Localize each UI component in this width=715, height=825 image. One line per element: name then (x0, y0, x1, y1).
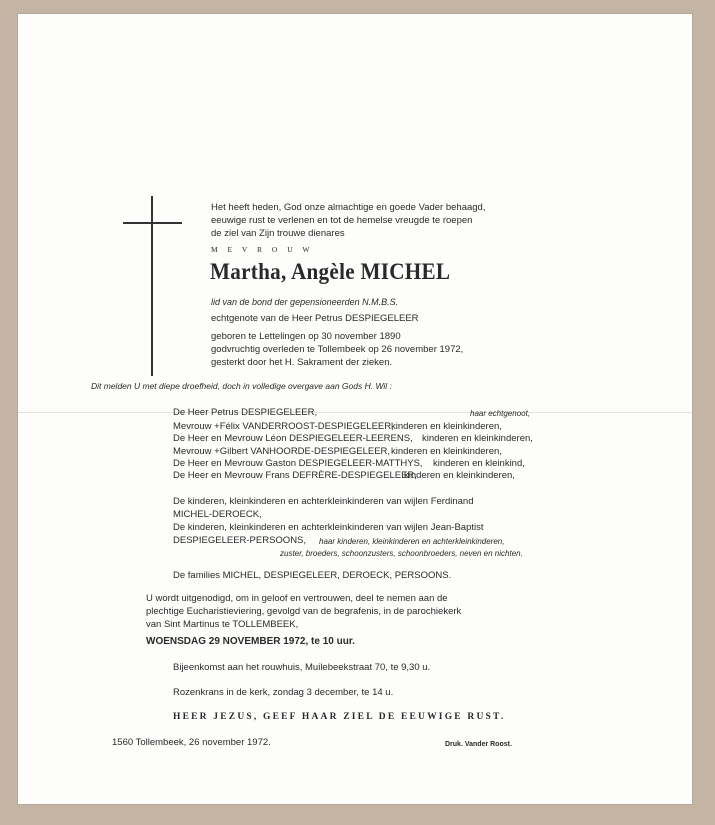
fold-line (18, 412, 692, 413)
service-date: WOENSDAG 29 NOVEMBER 1972, te 10 uur. (146, 636, 355, 647)
family-member-name: De Heer en Mevrouw Gaston DESPIEGELEER-MATTHYS, (173, 457, 423, 469)
husband-role: haar echtgenoot, (470, 409, 531, 418)
extended-line-3: De kinderen, kleinkinderen en achterkleinkinderen van wijlen Jean-Baptist (173, 522, 484, 533)
family-member-relation: kinderen en kleinkinderen, (422, 433, 533, 445)
prayer-line: HEER JEZUS, GEEF HAAR ZIEL DE EEUWIGE RUST. (173, 712, 506, 722)
family-member-relation: kinderen en kleinkinderen, (391, 445, 502, 457)
family-member-relation: kinderen en kleinkind, (433, 457, 525, 469)
family-member-name: De Heer en Mevrouw Léon DESPIEGELEER-LEERENS, (173, 433, 413, 445)
member-line: lid van de bond der gepensioneerden N.M.B.S. (211, 297, 399, 307)
invitation-line-2: plechtige Eucharistieviering, gevolgd van de begrafenis, in de parochiekerk (146, 606, 462, 617)
family-member-name: De Heer en Mevrouw Frans DEFRÈRE-DESPIEGELEER, (173, 470, 417, 482)
born-line: geboren te Lettelingen op 30 november 1890 (211, 331, 401, 342)
intro-line-3: de ziel van Zijn trouwe dienares (211, 228, 345, 239)
printer-credit: Druk. Vander Roost. (445, 741, 512, 748)
extended-line-4-name: DESPIEGELEER-PERSOONS, (173, 535, 307, 546)
family-member-name: Mevrouw +Félix VANDERROOST-DESPIEGELEER, (173, 421, 394, 432)
invitation-line-3: van Sint Martinus te TOLLEMBEEK, (146, 619, 299, 630)
extended-line-4-rest: haar kinderen, kleinkinderen en achterkleinkinderen, (319, 537, 505, 546)
family-member-relation: kinderen en kleinkinderen, (391, 421, 502, 432)
family-member-name: Mevrouw +Gilbert VANHOORDE-DESPIEGELEER, (173, 445, 391, 457)
place-date: 1560 Tollembeek, 26 november 1972. (112, 737, 271, 748)
spouse-line: echtgenote van de Heer Petrus DESPIEGELEER (211, 313, 419, 324)
deceased-name: Martha, Angèle MICHEL (210, 259, 451, 284)
extended-line-5: zuster, broeders, schoonzusters, schoonbroeders, neven en nichten. (280, 549, 523, 558)
cross-icon-bar (123, 222, 182, 224)
extended-line-2: MICHEL-DEROECK, (173, 509, 262, 520)
families-line: De families MICHEL, DESPIEGELEER, DEROECK, PERSOONS. (173, 570, 452, 581)
extended-line-1: De kinderen, kleinkinderen en achterkleinkinderen van wijlen Ferdinand (173, 496, 474, 507)
sacrament-line: gesterkt door het H. Sakrament der zieken. (211, 357, 393, 368)
gathering-line: Bijeenkomst aan het rouwhuis, Muilebeekstraat 70, te 9,30 u. (173, 662, 431, 673)
title-word: M E V R O U W (211, 245, 314, 254)
mourning-card (18, 14, 692, 804)
intro-line-1: Het heeft heden, God onze almachtige en goede Vader behaagd, (211, 202, 486, 213)
announcement: Dit melden U met diepe droefheid, doch in volledige overgave aan Gods H. Wil : (91, 381, 392, 391)
rosary-line: Rozenkrans in de kerk, zondag 3 december, te 14 u. (173, 687, 394, 698)
husband-name: De Heer Petrus DESPIEGELEER, (173, 407, 318, 418)
died-line: godvruchtig overleden te Tollembeek op 26 november 1972, (211, 344, 464, 355)
family-member-relation: kinderen en kleinkinderen, (404, 470, 515, 482)
invitation-line-1: U wordt uitgenodigd, om in geloof en vertrouwen, deel te nemen aan de (146, 593, 448, 604)
intro-line-2: eeuwige rust te verlenen en tot de hemelse vreugde te roepen (211, 215, 473, 226)
